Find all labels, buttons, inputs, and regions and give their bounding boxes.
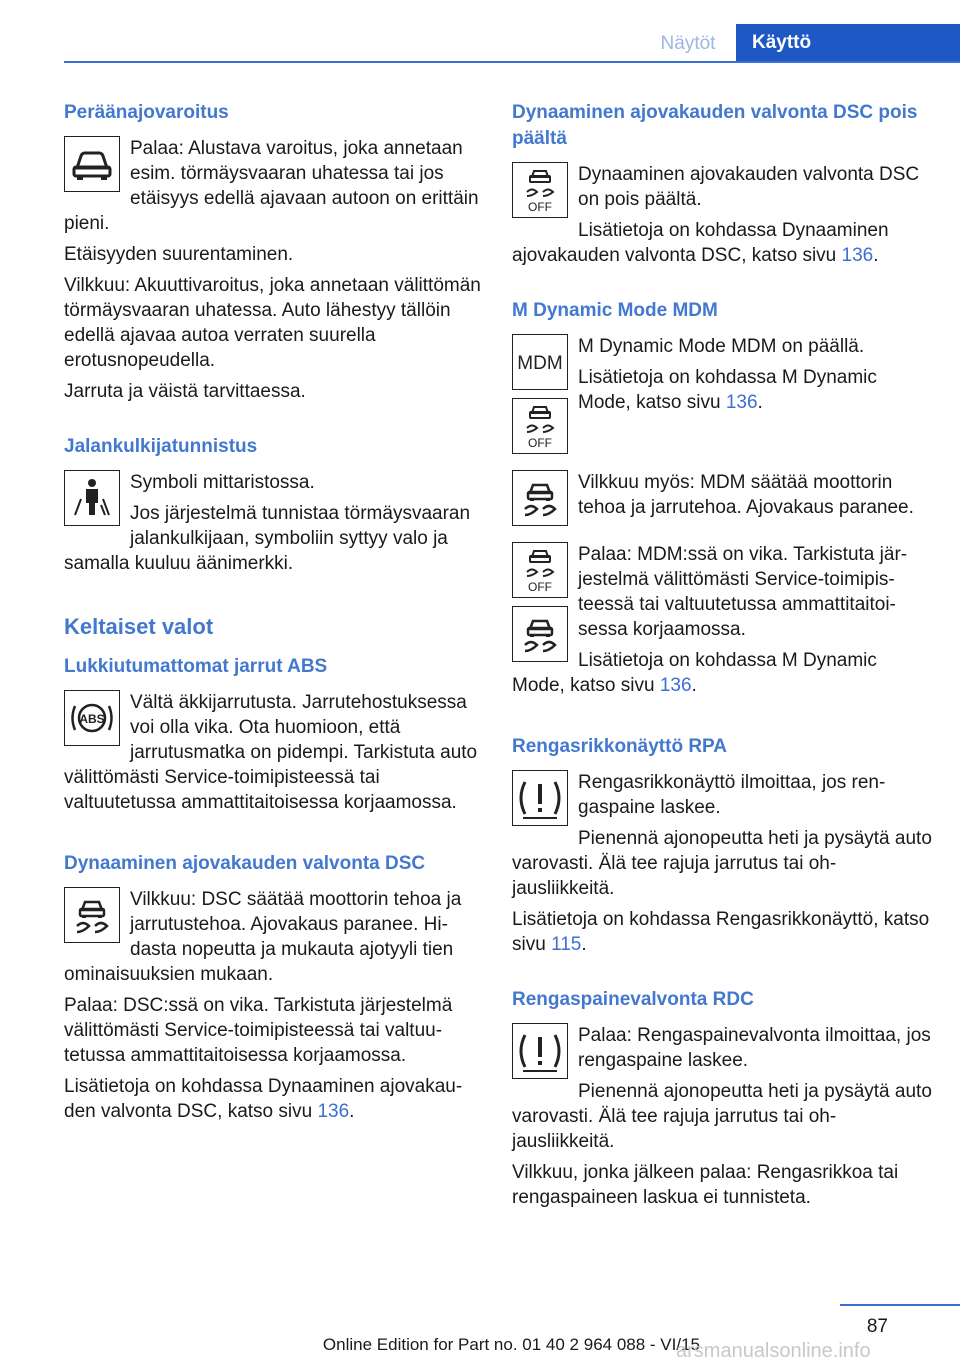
paragraph-end: . xyxy=(691,675,697,696)
section-title: Rengaspainevalvonta RDC xyxy=(512,989,754,1010)
paragraph: Vilkkuu: Akuuttivaroitus, joka annetaan välittömän törmäysvaaran uhatessa. Auto lähestyy tällöin edellä ajavaa autoa verraten suurella erotusnopeudella. xyxy=(64,275,481,371)
section-title: Rengasrikkonäyttö RPA xyxy=(512,736,728,757)
paragraph-end: . xyxy=(581,934,587,955)
dsc-off-icon xyxy=(512,542,568,598)
paragraph: Palaa: Rengaspainevalvonta ilmoittaa, jos rengaspaine laskee. xyxy=(578,1025,931,1071)
section-mdm xyxy=(512,298,932,704)
dsc-off-icon xyxy=(512,162,568,218)
paragraph-text: Lisätietoja on kohdassa Dynaaminen ajovakauden valvonta DSC, katso sivu xyxy=(64,1076,463,1122)
page-link[interactable]: 136 xyxy=(317,1101,350,1122)
edition-text: Online Edition for Part no. 01 40 2 964 088 - VI/15 xyxy=(322,1335,700,1354)
paragraph-text: Lisätietoja on kohdassa Dynaaminen ajovakauden valvonta DSC, katso sivu xyxy=(512,220,889,266)
off-icon-label: OFF xyxy=(528,436,552,450)
section-jalankulkija xyxy=(64,434,484,582)
paragraph: Pienennä ajonopeutta heti ja pysäytä auto varovasti. Älä tee rajuja jarrutus tai ohjausliikkeitä. xyxy=(512,1081,932,1152)
section-title: Peräänajovaroitus xyxy=(64,102,229,123)
paragraph: Rengasrikkonäyttö ilmoittaa, jos rengaspaine laskee. xyxy=(578,772,886,818)
section-title: Dynaaminen ajovakauden valvonta DSC pois päältä xyxy=(512,102,918,149)
paragraph: Dynaaminen ajovakauden valvonta DSC on pois päältä. xyxy=(578,164,920,210)
paragraph xyxy=(512,218,932,268)
watermark: arsmanualsonline.info xyxy=(676,1340,871,1362)
left-column xyxy=(64,100,484,1154)
page-link[interactable]: 115 xyxy=(551,934,582,955)
paragraph-text: Lisätietoja on kohdassa Rengasrikkonäyttö, katso sivu xyxy=(512,909,930,955)
tab-kaytto[interactable]: Käyttö xyxy=(736,24,960,62)
page-number: 87 xyxy=(866,1316,888,1337)
tire-warning-icon xyxy=(512,1023,568,1079)
paragraph-text: Lisätietoja on kohdassa M Dynamic Mode, katso sivu xyxy=(512,650,877,696)
dsc-off-icon xyxy=(512,398,568,454)
page-link[interactable]: 136 xyxy=(659,675,692,696)
dsc-icon xyxy=(64,887,120,943)
paragraph: Jarruta ja väistä tarvittaessa. xyxy=(64,381,306,402)
section-title: Dynaaminen ajovakauden valvonta DSC xyxy=(64,853,426,874)
off-icon-label: OFF xyxy=(528,200,552,214)
paragraph: Pienennä ajonopeutta heti ja pysäytä auto varovasti. Älä tee rajuja jarrutus tai ohjausliikkeitä. xyxy=(512,828,932,899)
dsc-icon xyxy=(512,470,568,526)
paragraph: Palaa: Alustava varoitus, joka annetaan esim. törmäysvaaran uhatessa tai jos etäisyys edellä ajavaan autoon on erittäin pieni. xyxy=(64,138,479,234)
paragraph: Vilkkuu myös: MDM säätää moottorin tehoa ja jarrutehoa. Ajovakaus paranee. xyxy=(578,472,914,518)
mdm-icon-stack xyxy=(512,334,578,458)
paragraph-end: . xyxy=(757,392,763,413)
abs-icon-label: ABS xyxy=(79,712,105,726)
paragraph-end: . xyxy=(349,1101,355,1122)
paragraph: Vilkkuu: DSC säätää moottorin tehoa ja jarrutustehoa. Ajovakaus paranee. Hidasta nopeutta ja mukauta ajotyyli tien ominaisuuksien mukaan. xyxy=(64,889,462,985)
section-dsc xyxy=(64,851,484,1124)
paragraph-end: . xyxy=(873,245,879,266)
paragraph: Symboli mittaristossa. xyxy=(130,472,315,493)
section-title: M Dynamic Mode MDM xyxy=(512,300,718,321)
car-warning-icon xyxy=(64,136,120,192)
paragraph: Jos järjestelmä tunnistaa törmäysvaaran jalankulkijaan, symboliin syttyy valo ja samalla kuuluu äänimerkki. xyxy=(64,503,471,574)
right-column xyxy=(512,100,932,1240)
paragraph: Palaa: DSC:ssä on vika. Tarkistuta järjestelmä välittömästi Service-toimipisteessä tai valtuutetussa ammattitaitoisessa korjaamossa. xyxy=(64,995,453,1066)
footer-divider xyxy=(840,1304,960,1306)
paragraph: Vältä äkkijarrutusta. Jarrutehostuksessa voi olla vika. Ota huomioon, että jarrutusmatka on pidempi. Tarkistuta auto välittömästi Service-toimipisteessä tai valtuutetussa ammattitaitoisessa korjaamossa. xyxy=(64,692,478,813)
pedestrian-icon xyxy=(64,470,120,526)
dsc-icon xyxy=(512,606,568,662)
off-icon-label: OFF xyxy=(528,580,552,594)
paragraph xyxy=(512,907,932,957)
section-rpa xyxy=(512,734,932,957)
section-title: Jalankulkijatunnistus xyxy=(64,436,258,457)
paragraph: Vilkkuu, jonka jälkeen palaa: Rengasrikkoa tai rengaspaineen laskua ei tunnisteta. xyxy=(512,1162,899,1208)
section-abs xyxy=(64,654,484,821)
abs-icon xyxy=(64,690,120,746)
section-peraanajovaroitus xyxy=(64,100,484,404)
section-dsc-off xyxy=(512,100,932,268)
heading-keltaiset-valot: Keltaiset valot xyxy=(64,614,214,639)
section-rdc xyxy=(512,987,932,1210)
paragraph-text: Lisätietoja on kohdassa M Dynamic Mode, katso sivu xyxy=(578,367,877,413)
mdm-fault-icon-stack xyxy=(512,542,578,666)
mdm-icon-label: MDM xyxy=(517,353,563,374)
tab-naytot[interactable]: Näytöt xyxy=(660,33,716,54)
paragraph: Etäisyyden suurentaminen. xyxy=(64,244,294,265)
page-link[interactable]: 136 xyxy=(841,245,874,266)
paragraph: Palaa: MDM:ssä on vika. Tarkistuta järjestelmä välittömästi Service-toimipisteessä tai valtuutetussa ammattitaitoisessa korjaamossa. xyxy=(578,544,908,640)
paragraph: M Dynamic Mode MDM on päällä. xyxy=(578,336,865,357)
header-divider xyxy=(64,61,960,63)
paragraph xyxy=(64,1074,484,1124)
tire-warning-icon xyxy=(512,770,568,826)
section-title: Lukkiutumattomat jarrut ABS xyxy=(64,656,328,677)
page-link[interactable]: 136 xyxy=(725,392,758,413)
mdm-icon xyxy=(512,334,568,390)
